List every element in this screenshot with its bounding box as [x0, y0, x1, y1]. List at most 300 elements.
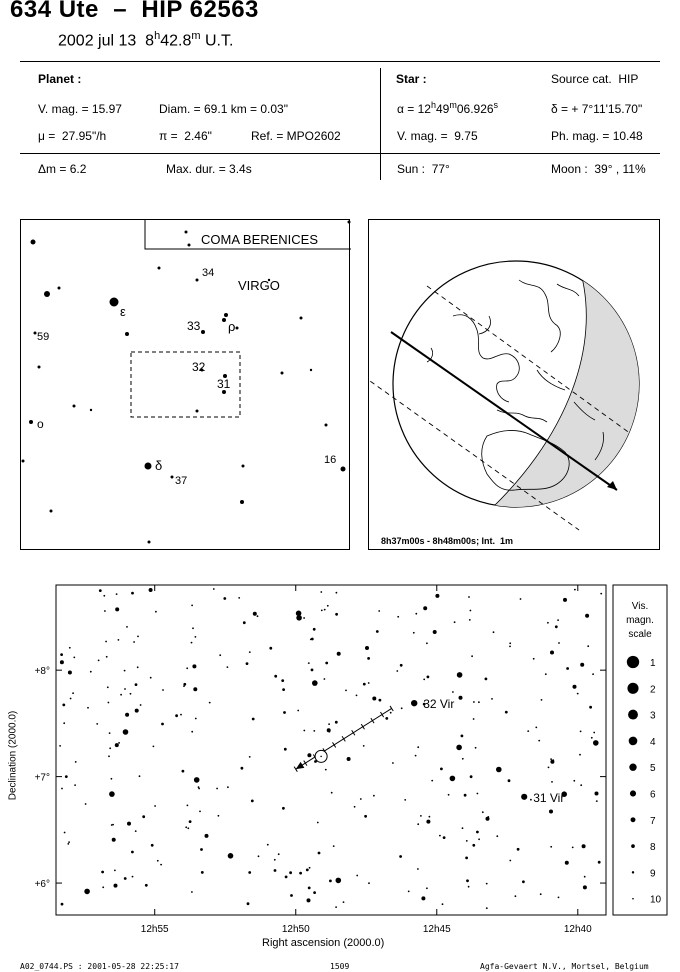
globe-panel [368, 219, 660, 550]
path-tick [352, 730, 355, 735]
sun-elongation: Sun : 77° [397, 162, 450, 176]
field-star [109, 732, 111, 734]
field-star [573, 780, 575, 782]
field-star [132, 876, 134, 878]
field-star [557, 619, 559, 621]
field-star [566, 667, 569, 670]
plot-frame [56, 585, 606, 915]
finder-label-epsilon: ε [120, 304, 126, 319]
field-star [417, 868, 419, 870]
legend-dot [627, 656, 639, 668]
field-star [296, 611, 302, 617]
field-star [417, 823, 419, 825]
field-star [257, 615, 259, 617]
finder-star [222, 318, 226, 322]
field-star [509, 642, 511, 644]
field-star [75, 761, 77, 763]
named-stars [411, 697, 564, 805]
field-star [191, 642, 193, 644]
field-star [192, 627, 194, 629]
field-star [285, 876, 288, 879]
field-star [589, 706, 592, 709]
field-star [473, 718, 475, 720]
field-star [278, 853, 280, 855]
field-star [127, 822, 131, 826]
field-star [347, 757, 351, 761]
field-star [533, 658, 535, 660]
field-star [336, 878, 342, 884]
finder-star [201, 330, 205, 334]
field-star [318, 852, 321, 855]
field-star [157, 860, 159, 862]
field-star [251, 800, 254, 803]
field-star [456, 745, 462, 751]
field-star [464, 794, 467, 797]
field-star [247, 902, 250, 905]
field-star [508, 779, 511, 782]
field-star [213, 588, 215, 590]
finder-chart [20, 219, 350, 550]
field-star [385, 717, 388, 720]
field-star [112, 838, 116, 842]
field-star [431, 780, 433, 782]
field-star [67, 843, 69, 845]
finder-star [300, 317, 303, 320]
field-star [587, 645, 589, 647]
field-star [367, 657, 370, 660]
field-star [103, 595, 105, 597]
event-datetime [58, 30, 233, 50]
field-star [593, 732, 595, 734]
field-star [313, 891, 316, 894]
field-star [284, 748, 287, 751]
delta-mag: Δm = 6.2 [38, 162, 87, 176]
planet-heading: Planet : [38, 72, 82, 86]
field-star [90, 671, 92, 673]
field-star [423, 606, 427, 610]
field-star [311, 638, 314, 641]
finder-star [196, 410, 199, 413]
field-star [65, 775, 68, 778]
field-star [223, 597, 226, 600]
x-tick-label: 12h55 [140, 924, 169, 935]
field-star [550, 758, 552, 760]
field-star [595, 792, 599, 796]
path-tick [380, 712, 383, 717]
source-catalog: Source cat. HIP [551, 72, 639, 86]
field-star [427, 676, 430, 679]
field-star [545, 673, 547, 675]
field-star [191, 605, 193, 607]
field-star [107, 686, 109, 688]
field-star [468, 886, 470, 888]
field-star [596, 800, 598, 802]
field-star [550, 760, 554, 764]
field-star [274, 675, 277, 678]
finder-label-32: 32 [192, 360, 206, 374]
field-star [520, 598, 522, 600]
field-star [137, 666, 139, 668]
info-mid-rule [20, 153, 660, 154]
field-star [426, 887, 428, 889]
field-star [306, 869, 309, 872]
field-star [472, 844, 475, 847]
field-star [118, 742, 120, 744]
field-star [317, 822, 319, 824]
finder-label-59: 59 [37, 331, 50, 343]
field-star [417, 746, 419, 748]
field-star [509, 646, 511, 648]
finder-label-31: 31 [217, 377, 231, 391]
finder-star [58, 287, 61, 290]
field-star [282, 807, 285, 810]
field-star [465, 857, 468, 860]
earth-globe [369, 220, 661, 551]
field-star [433, 630, 437, 634]
field-star [307, 753, 311, 757]
field-star [555, 625, 558, 628]
legend-mag-label: 5 [650, 763, 656, 775]
finder-star [240, 500, 244, 504]
legend-dot [631, 817, 636, 822]
field-star [151, 844, 154, 847]
finder-star [22, 460, 25, 463]
date-h: h [154, 30, 161, 42]
field-star [108, 755, 110, 757]
field-star [450, 776, 456, 782]
field-star [468, 596, 470, 598]
field-star [408, 891, 410, 893]
field-star [131, 592, 134, 595]
field-star [114, 870, 116, 872]
field-star [249, 651, 251, 653]
field-star [593, 740, 599, 746]
field-star [105, 641, 107, 643]
field-star [442, 903, 444, 905]
field-star [572, 847, 574, 849]
field-star [540, 893, 542, 895]
finder-label-rho: ρ [228, 319, 236, 334]
finder-star [185, 231, 188, 234]
legend-mag-label: 6 [650, 789, 656, 801]
field-star [397, 616, 399, 618]
field-star [282, 688, 285, 691]
field-star [337, 652, 341, 656]
field-star [461, 735, 464, 738]
field-star [135, 830, 137, 832]
field-star [60, 653, 63, 656]
field-star [155, 611, 157, 613]
field-star [70, 698, 72, 700]
field-star [299, 872, 302, 875]
legend-dot [631, 844, 635, 848]
field-star [198, 788, 200, 790]
planet-vmag: V. mag. = 15.97 [38, 102, 122, 116]
occultation-path [294, 706, 393, 772]
field-star [209, 702, 211, 704]
footer-file: A02_0744.PS : 2001-05-28 22:25:17 [20, 962, 179, 971]
field-star [345, 690, 347, 692]
field-star [378, 610, 380, 612]
planet-reference: Ref. = MPO2602 [251, 129, 341, 143]
field-star [102, 886, 104, 888]
legend-dot [632, 898, 634, 900]
field-star [125, 713, 129, 717]
ra-a: α = 12 [397, 102, 431, 116]
field-star [325, 662, 328, 665]
field-star [368, 682, 370, 684]
globe-caption: 8h37m00s - 8h48m00s; Int. 1m [381, 536, 514, 546]
date-main: 2002 jul 13 8 [58, 32, 155, 50]
field-star [364, 815, 367, 818]
field-star [515, 895, 517, 897]
field-star [551, 781, 553, 783]
field-star [471, 655, 473, 657]
field-star [491, 698, 493, 700]
legend-mag-label: 7 [650, 815, 656, 827]
date-m: m [191, 30, 201, 42]
field-star [548, 767, 550, 769]
field-star [186, 667, 188, 669]
field-star [120, 694, 122, 696]
field-star [131, 851, 134, 854]
field-star [249, 756, 251, 758]
field-star [530, 799, 532, 801]
field-star [162, 689, 164, 691]
field-star [312, 680, 318, 686]
field-star [241, 767, 244, 770]
legend-dot [632, 871, 634, 873]
x-axis-label: Right ascension (2000.0) [262, 937, 385, 949]
field-star [343, 901, 345, 903]
finder-star [31, 240, 36, 245]
date-min: 42.8 [160, 32, 192, 50]
field-star [252, 718, 255, 721]
x-tick-label: 12h40 [563, 924, 592, 935]
field-star [538, 740, 540, 742]
field-star [336, 592, 338, 594]
field-star [582, 844, 586, 848]
field-star [114, 884, 118, 888]
ra-s: s [493, 100, 499, 110]
field-star [356, 695, 358, 697]
finder-star [145, 463, 152, 470]
field-star [253, 612, 257, 616]
legend-dot [627, 683, 638, 694]
legend-dot [630, 790, 636, 796]
field-star [62, 704, 65, 707]
field-star [200, 848, 203, 851]
field-star [485, 678, 488, 681]
field-star [274, 869, 277, 872]
field-star [219, 654, 221, 656]
field-star [577, 693, 579, 695]
field-star [115, 743, 119, 747]
field-star [329, 880, 332, 883]
info-top-rule [20, 61, 660, 62]
field-star [592, 673, 594, 675]
field-star [85, 803, 87, 805]
field-star [475, 747, 477, 749]
finder-star [196, 279, 199, 282]
y-tick-label: +6° [34, 879, 50, 891]
path-tick [332, 742, 335, 747]
field-star [413, 632, 415, 634]
field-star [573, 685, 577, 689]
moon-info: Moon : 39° , 11% [551, 162, 646, 176]
path-tick [294, 767, 297, 772]
finder-star [29, 420, 33, 424]
field-star [195, 636, 197, 638]
legend-title: magn. [626, 615, 654, 626]
field-star [452, 691, 454, 693]
field-star [72, 692, 74, 694]
field-star [360, 798, 362, 800]
field-star [550, 846, 552, 848]
finder-star [44, 291, 50, 297]
legend-title: scale [628, 629, 652, 640]
field-star [59, 745, 61, 747]
field-star [584, 876, 586, 878]
field-star [185, 826, 187, 828]
field-star [87, 707, 89, 709]
field-star [182, 770, 185, 773]
field-star [563, 598, 567, 602]
field-star [227, 786, 229, 788]
field-star [187, 827, 189, 829]
field-star [565, 861, 569, 865]
field-star [363, 683, 366, 686]
field-star [228, 853, 234, 859]
field-star [64, 832, 66, 834]
field-star [415, 613, 417, 615]
field-star [335, 906, 337, 908]
legend-dot [628, 710, 638, 720]
field-star [486, 817, 490, 821]
field-star [63, 722, 65, 724]
field-star [248, 871, 251, 874]
legend-mag-label: 9 [650, 868, 656, 880]
path-tick [371, 718, 374, 723]
field-star [74, 784, 76, 786]
finder-label-omicron: o [37, 417, 44, 431]
field-star [191, 891, 193, 893]
field-star [477, 793, 479, 795]
finder-star [73, 405, 76, 408]
field-star [149, 588, 153, 592]
constellation-virgo: VIRGO [238, 278, 280, 293]
field-star [191, 731, 193, 733]
field-star [308, 662, 310, 664]
field-star [283, 711, 286, 714]
field-star [137, 636, 139, 638]
field-star [517, 848, 520, 851]
field-star [470, 610, 472, 612]
field-star [580, 784, 582, 786]
field-star [478, 701, 480, 703]
path-tick [342, 736, 345, 741]
field-star [372, 697, 376, 701]
finder-star [188, 244, 191, 247]
path-arrowhead [296, 762, 305, 769]
field-star [328, 723, 330, 725]
field-star [109, 791, 115, 797]
field-star [267, 844, 269, 846]
field-star [327, 605, 329, 607]
field-star [415, 755, 417, 757]
field-star [509, 860, 511, 862]
field-star [124, 670, 126, 672]
field-star [466, 840, 468, 842]
field-star [313, 730, 315, 732]
field-star [440, 768, 443, 771]
field-star [591, 737, 593, 739]
field-star [281, 679, 284, 682]
field-star [216, 788, 218, 790]
planet-motion: μ = 27.95"/h [38, 129, 107, 143]
field-star [478, 838, 480, 840]
field-star [496, 835, 498, 837]
field-star [399, 855, 402, 858]
field-star [493, 631, 495, 633]
field-star [505, 711, 508, 714]
field-star [373, 795, 375, 797]
field-star [69, 647, 71, 649]
legend-mag-label: 8 [650, 842, 656, 854]
finder-star [158, 267, 161, 270]
field-star [150, 677, 152, 679]
field-star [160, 864, 162, 866]
field-star [579, 754, 581, 756]
field-star [124, 877, 127, 880]
y-tick-label: +7° [34, 772, 50, 784]
star-vmag: V. mag. = 9.75 [397, 129, 478, 143]
field-star [68, 671, 72, 675]
field-star [580, 663, 584, 667]
field-star [469, 619, 471, 621]
field-star [396, 670, 398, 672]
field-star [324, 678, 326, 680]
field-star [183, 685, 185, 687]
field-star [558, 642, 560, 644]
field-star [112, 824, 114, 826]
field-star [246, 662, 249, 665]
field-star [439, 835, 441, 837]
finder-label-delta: δ [155, 458, 163, 473]
field-star [109, 747, 111, 749]
field-star [135, 683, 138, 686]
named-star [521, 794, 527, 800]
field-star [473, 701, 475, 703]
field-star [140, 704, 142, 706]
field-star [142, 815, 145, 818]
field-star [598, 861, 601, 864]
field-star [303, 730, 305, 732]
field-star [335, 613, 338, 616]
field-star [101, 871, 104, 874]
field-star [192, 664, 196, 668]
ra-m: m [449, 100, 457, 110]
field-star [145, 884, 148, 887]
field-star [243, 621, 246, 624]
field-star [401, 707, 403, 709]
finder-star [325, 424, 328, 427]
field-star [309, 867, 311, 869]
named-star-label: 31 Vir [533, 790, 565, 805]
field-star [435, 594, 439, 598]
star-heading: Star : [396, 72, 427, 86]
field-star [583, 885, 587, 889]
